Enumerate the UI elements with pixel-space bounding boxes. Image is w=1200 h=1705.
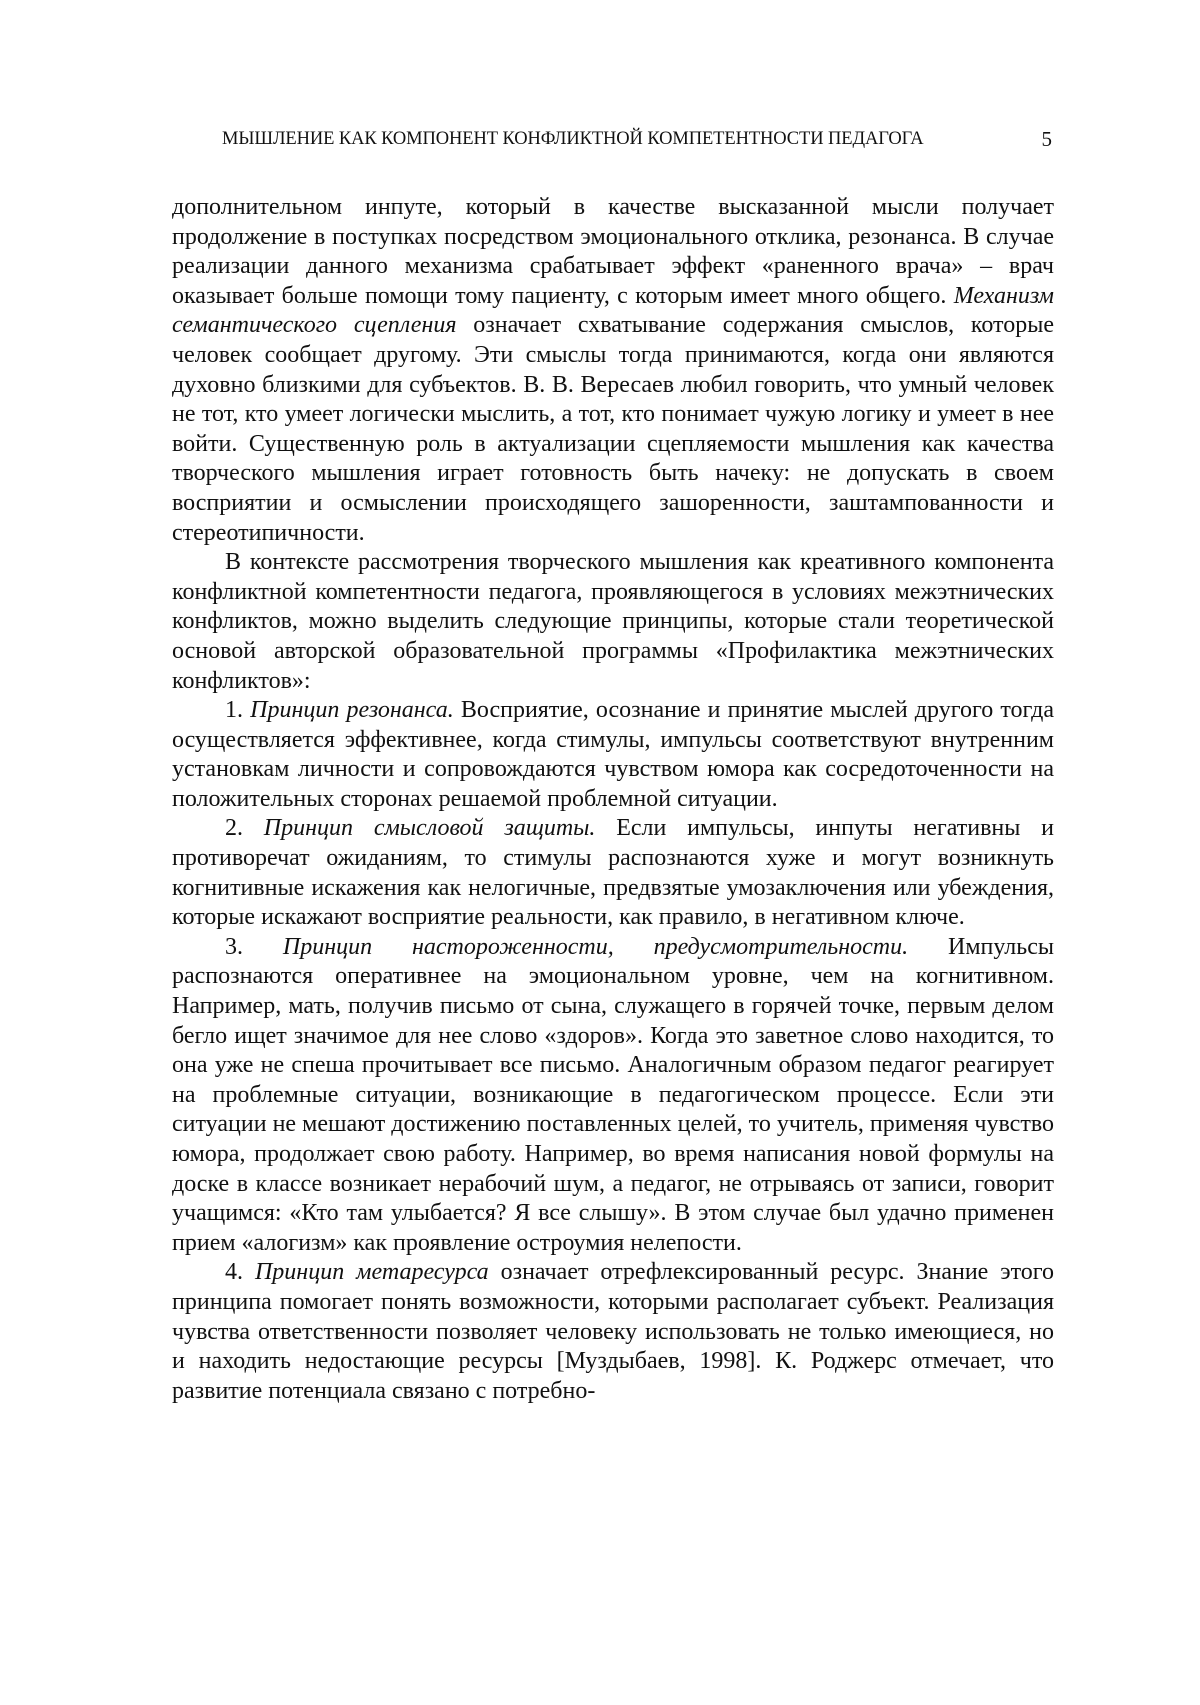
principle-title: Принцип настороженности, предусмотрительности. <box>282 933 909 960</box>
body-text <box>172 193 1054 1406</box>
paragraph <box>172 548 1054 696</box>
running-header <box>172 124 1054 154</box>
principle-title: Принцип смысловой защиты. <box>263 815 596 842</box>
principle-title: Принцип метаресурса <box>254 1259 489 1286</box>
paragraph-text: дополнительном инпуте, который в качестве высказанной мысли получает продолжение в поступках посредством эмоционального отклика, резонанса. В случае реализации данного механизма срабатывает эффект «раненного врача» – врач оказывает больше помощи тому пациенту, с которым имеет много общего. <box>172 194 1054 309</box>
item-number: 1. <box>225 697 251 724</box>
running-title: МЫШЛЕНИЕ КАК КОМПОНЕНТ КОНФЛИКТНОЙ КОМПЕТЕНТНОСТИ ПЕДАГОГА <box>222 129 924 149</box>
paragraph-text: Восприятие, осознание и принятие мыслей другого тогда осуществляется эффективнее, когда стимулы, импульсы соответствуют внутренним установкам личности и сопровождаются чувством юмора как сосредоточенности на положительных сторонах решаемой проблемной ситуации. <box>172 697 1054 812</box>
principle-title: Принцип резонанса. <box>250 697 454 724</box>
italic-term: Механизм семантического сцепления <box>172 282 1054 339</box>
page-number: 5 <box>1041 127 1052 151</box>
paragraph-text: В контексте рассмотрения творческого мышления как креативного компонента конфликтной компетентности педагога, проявляющегося в условиях межэтнических конфликтов, можно выделить следующие принципы, которые стали теоретической основой авторской образовательной программы «Профилактика межэтнических конфликтов»: <box>172 549 1054 694</box>
principle-item <box>172 814 1054 932</box>
paragraph-text: Если импульсы, инпуты негативны и противоречат ожиданиям, то стимулы распознаются хуже и могут возникнуть когнитивные искажения как нелогичные, предвзятые умозаключения или убеждения, которые искажают восприятие реальности, как правило, в негативном ключе. <box>172 815 1055 931</box>
paragraph <box>172 193 1054 548</box>
principle-item <box>172 1258 1054 1406</box>
paragraph-text: означает схватывание содержания смыслов, которые человек сообщает другому. Эти смыслы тогда принимаются, когда они являются духовно близкими для субъектов. В. В. Вересаев любил говорить, что умный человек не тот, кто умеет логически мыслить, а тот, кто понимает чужую логику и умеет в нее войти. Существенную роль в актуализации сцепляемости мышления как качества творческого мышления играет готовность быть начеку: не допускать в своем восприятии и осмыслении происходящего зашоренности, заштампованности и стереотипичности. <box>172 312 1054 546</box>
item-number: 2. <box>225 815 264 842</box>
paragraph-text: Импульсы распознаются оперативнее на эмоциональном уровне, чем на когнитивном. Например, мать, получив письмо от сына, служащего в горячей точке, первым делом бегло ищет значимое для нее слово «здоров». Когда это заветное слово находится, то она уже не спеша прочитывает все письмо. Аналогичным образом педагог реагирует на проблемные ситуации, возникающие в педагогическом процессе. Если эти ситуации не мешают достижению поставленных целей, то учитель, применяя чувство юмора, продолжает свою работу. Например, во время написания новой формулы на доске в классе возникает нерабочий шум, а педагог, не отрываясь от записи, говорит учащимся: «Кто там улыбается? Я все слышу». В этом случае был удачно применен прием «алогизм» как проявление остроумия нелепости. <box>172 933 1054 1256</box>
principle-item <box>172 933 1054 1259</box>
item-number: 4. <box>225 1259 255 1286</box>
paragraph-text: означает отрефлексированный ресурс. Знание этого принципа помогает понять возможности, которыми располагает субъект. Реализация чувства ответственности позволяет человеку использовать не только имеющиеся, но и находить недостающие ресурсы [Муздыбаев, 1998]. К. Роджерс отмечает, что развитие потенциала связано с потребно- <box>172 1259 1054 1404</box>
item-number: 3. <box>225 933 283 960</box>
principle-item <box>172 696 1054 814</box>
